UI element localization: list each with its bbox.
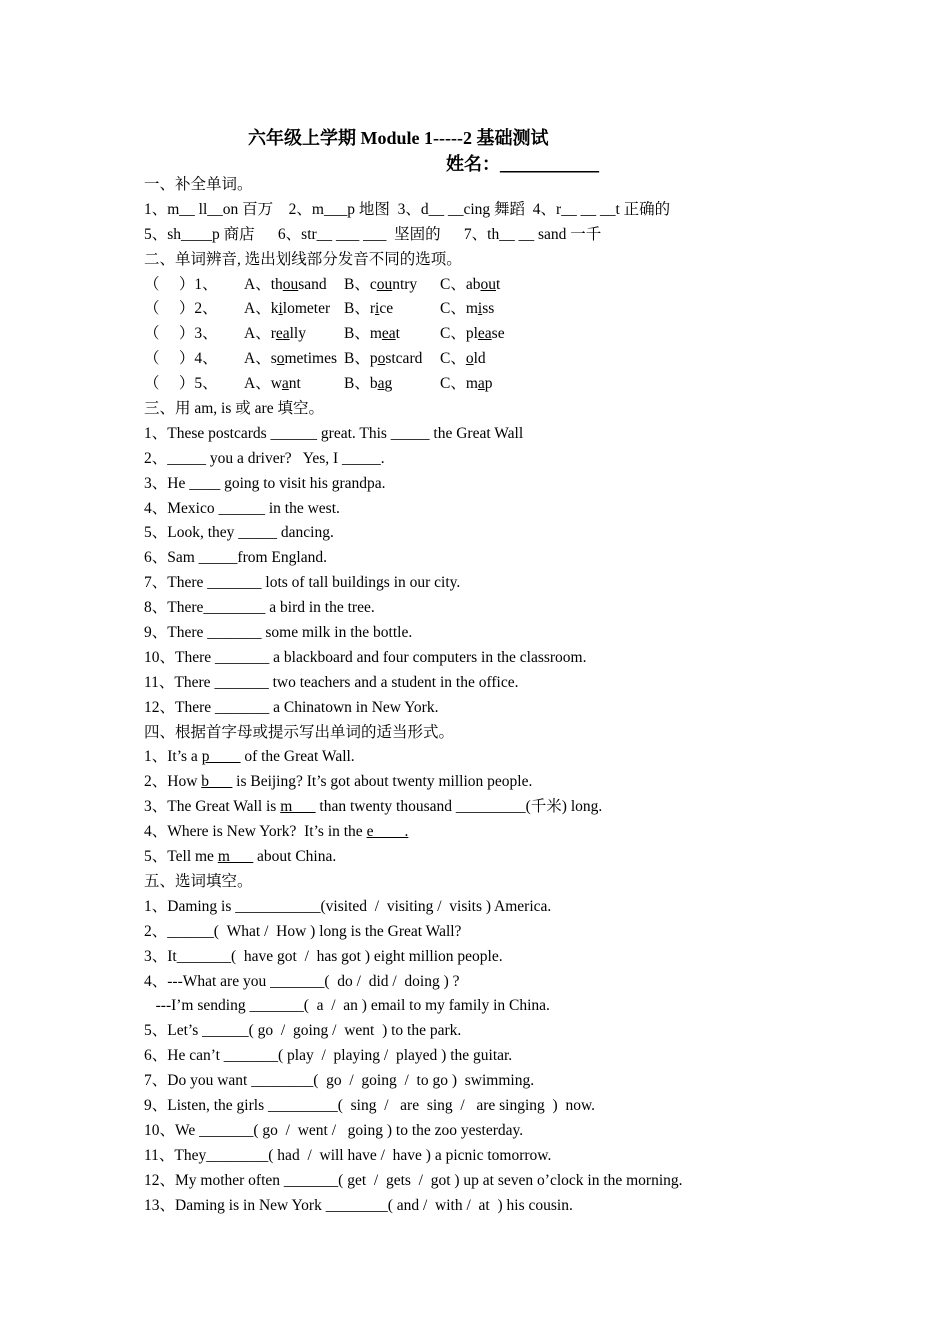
underlined-letters: o xyxy=(276,350,285,368)
question-line: 1、Daming is ___________(visited / visiting / visits ) America. xyxy=(144,897,552,915)
option-b xyxy=(344,347,422,372)
option-a xyxy=(244,297,330,322)
underlined-letters: ea xyxy=(381,325,396,343)
question-line: 7、Do you want ________( go / going / to go ) swimming. xyxy=(144,1072,535,1090)
question-line: 10、We _______( go / went / going ) to the zoo yesterday. xyxy=(144,1121,524,1139)
option-text: metimes xyxy=(284,350,338,368)
name-label: 姓名： xyxy=(446,154,500,174)
phonics-row xyxy=(144,322,884,347)
section-heading-3: 三、用 am, is 或 are 填空。 xyxy=(144,400,324,418)
initial-letter-blank: p____ xyxy=(201,748,241,766)
question-number: （ ）1、 xyxy=(144,275,218,293)
question-text: than twenty thousand _________(千米) long. xyxy=(315,798,603,816)
question-text: is Beijing? It’s got about twenty million people. xyxy=(232,773,533,791)
underlined-letters: o xyxy=(465,350,474,368)
name-blank: ___________ xyxy=(500,154,599,174)
section-heading-4: 四、根据首字母或提示写出单词的适当形式。 xyxy=(144,723,455,741)
option-text: A、w xyxy=(244,375,282,393)
choose-word-list xyxy=(144,895,884,1219)
option-text: t xyxy=(395,325,400,343)
question-line: 12、My mother often _______( get / gets / got ) up at seven o’clock in the morning. xyxy=(144,1171,683,1189)
underlined-letters: a xyxy=(281,375,289,393)
question-number: （ ）3、 xyxy=(144,325,218,343)
option-text: ss xyxy=(482,300,495,318)
question-line: 10、There _______ a blackboard and four computers in the classroom. xyxy=(144,648,587,666)
page-title: 六年级上学期 Module 1-----2 基础测试 xyxy=(248,128,549,148)
question-number: （ ）2、 xyxy=(144,300,218,318)
option-text: sand xyxy=(298,275,327,293)
underlined-letters: ea xyxy=(275,325,290,343)
question-line: 9、Listen, the girls _________( sing / are sing / are singing ) now. xyxy=(144,1096,596,1114)
question-line: 9、There _______ some milk in the bottle. xyxy=(144,624,413,642)
underlined-letters: o xyxy=(377,350,386,368)
option-text: B、b xyxy=(344,375,378,393)
option-text: C、pl xyxy=(440,325,478,343)
section-heading-5: 五、选词填空。 xyxy=(144,872,253,890)
question-line: 5、Let’s ______( go / going / went ) to the park. xyxy=(144,1022,462,1040)
underlined-letters: i xyxy=(375,300,380,318)
phonics-list xyxy=(144,273,884,397)
option-a xyxy=(244,372,301,397)
option-a xyxy=(244,322,306,347)
option-b xyxy=(344,297,393,322)
question-line xyxy=(144,820,884,845)
question-text: 2、How xyxy=(144,773,202,791)
question-line: 11、There _______ two teachers and a student in the office. xyxy=(144,673,519,691)
question-line: 6、He can’t _______( play / playing / played ) the guitar. xyxy=(144,1047,513,1065)
option-text: ce xyxy=(379,300,394,318)
question-line: 3、It_______( have got / has got ) eight million people. xyxy=(144,947,503,965)
option-c xyxy=(440,372,493,397)
underlined-letters: ou xyxy=(282,275,299,293)
question-line: 2、_____ you a driver? Yes, I _____. xyxy=(144,449,385,467)
option-a xyxy=(244,347,337,372)
option-text: ntry xyxy=(392,275,418,293)
option-text: t xyxy=(495,275,501,293)
option-text: C、ab xyxy=(440,275,481,293)
worksheet-body xyxy=(144,173,884,1218)
option-text: p xyxy=(484,375,493,393)
question-line xyxy=(144,795,884,820)
underlined-letters: i xyxy=(278,300,283,318)
option-text: A、s xyxy=(244,350,277,368)
question-number: （ ）5、 xyxy=(144,375,218,393)
phonics-row xyxy=(144,297,884,322)
option-b xyxy=(344,372,392,397)
initial-letter-blank: b___ xyxy=(201,773,233,791)
question-line: 13、Daming is in New York ________( and / with / at ) his cousin. xyxy=(144,1196,573,1214)
underlined-letters: ou xyxy=(480,275,496,293)
question-number: （ ）4、 xyxy=(144,350,218,368)
question-line: 1、m__ ll__on 百万 2、m___p 地图 3、d__ __cing 舞蹈 4、r__ __ __t 正确的 xyxy=(144,200,671,218)
option-text: A、r xyxy=(244,325,276,343)
option-c xyxy=(440,297,494,322)
fill-am-is-are-list xyxy=(144,422,884,721)
question-text: 3、The Great Wall is xyxy=(144,798,281,816)
question-line: 8、There________ a bird in the tree. xyxy=(144,599,375,617)
question-text: 5、Tell me xyxy=(144,848,218,866)
option-text: B、r xyxy=(344,300,376,318)
underlined-letters: ea xyxy=(477,325,492,343)
question-text: of the Great Wall. xyxy=(240,748,355,766)
option-c xyxy=(440,347,486,372)
phonics-row xyxy=(144,273,884,298)
question-line xyxy=(144,845,884,870)
underlined-letters: i xyxy=(477,300,483,318)
initial-letter-blank: e____. xyxy=(366,823,409,841)
question-line: 11、They________( had / will have / have ) a picnic tomorrow. xyxy=(144,1146,552,1164)
question-line xyxy=(144,745,884,770)
option-text: lly xyxy=(289,325,306,343)
underlined-letters: a xyxy=(477,375,485,393)
phonics-row xyxy=(144,347,884,372)
option-text: stcard xyxy=(385,350,423,368)
question-line: 5、Look, they _____ dancing. xyxy=(144,524,334,542)
option-a xyxy=(244,273,327,298)
question-text: 4、Where is New York? It’s in the xyxy=(144,823,367,841)
option-text: C、m xyxy=(440,375,478,393)
option-b xyxy=(344,273,417,298)
question-line: 3、He ____ going to visit his grandpa. xyxy=(144,474,386,492)
option-text: g xyxy=(384,375,393,393)
option-text: ld xyxy=(473,350,486,368)
question-line: 5、sh____p 商店 6、str__ ___ ___ 坚固的 7、th__ __ sand 一千 xyxy=(144,225,602,243)
question-line: ---I’m sending _______( a / an ) email to my family in China. xyxy=(144,997,550,1015)
question-text: 1、It’s a xyxy=(144,748,202,766)
question-line: 4、---What are you _______( do / did / doing ) ? xyxy=(144,972,460,990)
option-text: se xyxy=(491,325,505,343)
phonics-row xyxy=(144,372,884,397)
underlined-letters: ou xyxy=(376,275,393,293)
option-text: lometer xyxy=(282,300,331,318)
option-b xyxy=(344,322,400,347)
option-text: A、th xyxy=(244,275,283,293)
question-line: 12、There _______ a Chinatown in New York. xyxy=(144,698,439,716)
option-text: nt xyxy=(288,375,301,393)
option-c xyxy=(440,322,505,347)
word-form-list xyxy=(144,745,884,869)
question-line: 2、______( What / How ) long is the Great Wall? xyxy=(144,922,462,940)
option-text: C、 xyxy=(440,350,466,368)
underlined-letters: a xyxy=(377,375,385,393)
question-line xyxy=(144,770,884,795)
section-heading-2: 二、单词辨音, 选出划线部分发音不同的选项。 xyxy=(144,250,462,268)
question-line: 7、There _______ lots of tall buildings in our city. xyxy=(144,574,461,592)
initial-letter-blank: m___ xyxy=(217,848,254,866)
option-text: B、p xyxy=(344,350,378,368)
question-line: 1、These postcards ______ great. This _____ the Great Wall xyxy=(144,424,524,442)
initial-letter-blank: m___ xyxy=(280,798,316,816)
option-text: A、k xyxy=(244,300,279,318)
option-text: C、m xyxy=(440,300,478,318)
question-text: about China. xyxy=(253,848,337,866)
option-text: B、m xyxy=(344,325,382,343)
option-c xyxy=(440,273,500,298)
option-text: B、c xyxy=(344,275,377,293)
question-line: 4、Mexico ______ in the west. xyxy=(144,499,340,517)
question-line: 6、Sam _____from England. xyxy=(144,549,327,567)
section-heading-1: 一、补全单词。 xyxy=(144,176,253,193)
